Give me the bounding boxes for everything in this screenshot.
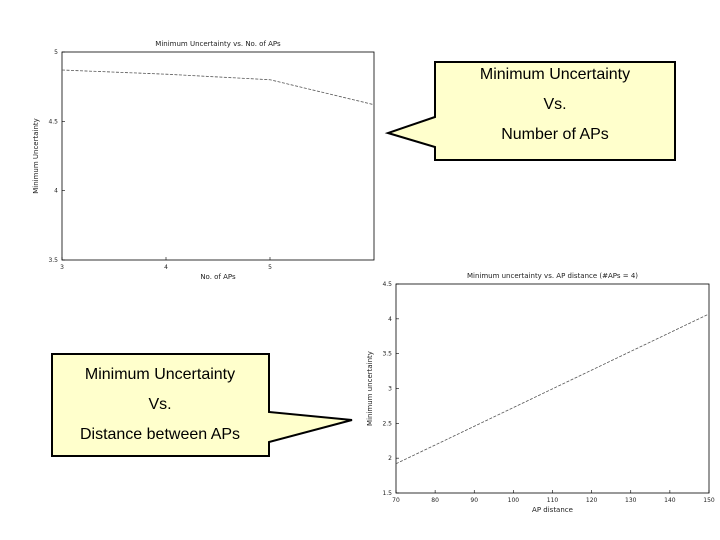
chart2-ytick-label: 3 — [388, 385, 392, 393]
callout-top-text — [435, 60, 675, 150]
chart2-xtick-label: 130 — [625, 497, 637, 504]
chart1-ytick-label: 4.5 — [48, 118, 58, 126]
chart1-xlabel: No. of APs — [200, 273, 236, 281]
chart2-ytick-label: 2.5 — [382, 420, 392, 428]
chart2-title: Minimum uncertainty vs. AP distance (#APs = 4) — [466, 272, 639, 280]
callout-top-line-2: Vs. — [543, 96, 567, 113]
callout-top-line-3: Number of APs — [501, 126, 609, 143]
chart2-xtick-label: 140 — [664, 497, 676, 504]
callout-bottom-text — [52, 360, 268, 450]
chart2-xtick-label: 70 — [392, 497, 400, 504]
chart1-ylabel: Minimum Uncertainty — [32, 118, 40, 194]
chart2-xtick-label: 90 — [470, 497, 479, 504]
chart1-xtick-label: 4 — [164, 264, 168, 271]
chart1-ytick-label: 4 — [54, 187, 58, 195]
chart2-series-line — [396, 314, 709, 464]
chart2-xtick-label: 150 — [703, 497, 715, 504]
chart2-xtick-label: 110 — [546, 497, 559, 504]
chart2-xlabel: AP distance — [532, 506, 573, 514]
chart2-ytick-label: 2 — [388, 455, 392, 463]
chart1-xtick-label: 5 — [268, 264, 272, 271]
chart2-ytick-label: 3.5 — [382, 350, 392, 358]
callout-top-line-1: Minimum Uncertainty — [479, 66, 631, 83]
chart2-ytick-label: 4.5 — [382, 281, 392, 288]
chart2-xtick-label: 120 — [585, 497, 598, 504]
chart2-ytick-label: 4 — [388, 315, 392, 323]
callout-bottom-line-3: Distance between APs — [79, 426, 241, 443]
chart2-ytick-label: 1.5 — [382, 490, 392, 497]
chart2-ylabel: Minimum uncertainty — [366, 351, 374, 426]
callout-bottom-line-2: Vs. — [148, 396, 172, 413]
chart2-xtick-label: 80 — [431, 497, 439, 504]
chart2-xtick-label: 100 — [507, 497, 520, 504]
chart1-title: Minimum Uncertainty vs. No. of APs — [155, 40, 281, 48]
callout-bottom-line-1: Minimum Uncertainty — [84, 366, 236, 383]
chart1-ytick-label: 5 — [54, 49, 58, 56]
chart1-xtick-label: 3 — [60, 264, 64, 271]
chart1-ytick-label: 3.5 — [48, 257, 58, 264]
